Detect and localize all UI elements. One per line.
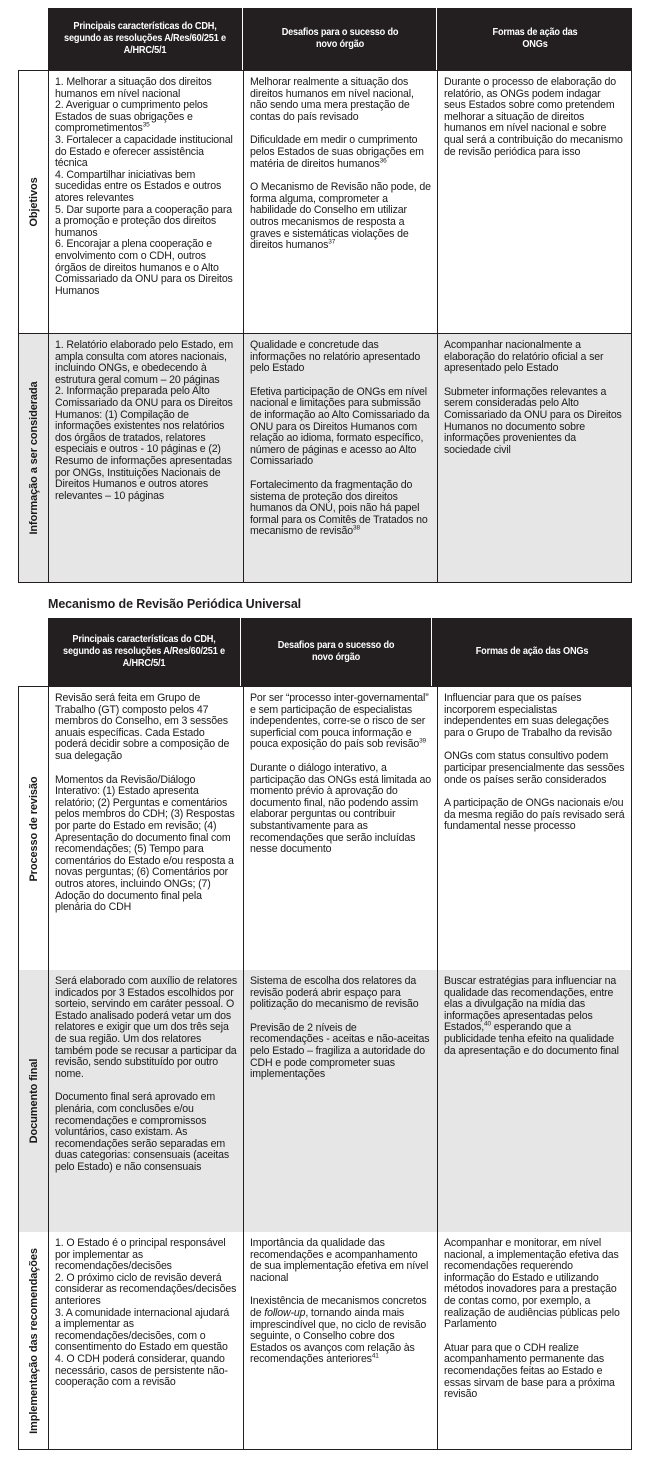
table-objectives: [18, 8, 632, 583]
cell-ngo-actions: Buscar estratégias para influenciar na qualidade das recomendações, entre elas a divulgação na mídia das informações apresentadas pelos Estados,$^{40}$ esperando que a publicidade tenha efeito na qualidade da apresentação e do documento final: [444, 975, 619, 1057]
row-label: Informação a ser considerada: [19, 334, 49, 582]
cell-ngo-actions: Durante o processo de elaboração do relatório, as ONGs podem indagar seus Estados sobre como pretendem melhorar a situação de direitos humanos em nível nacional e sobre qual será a contribuição do mecanismo de revisão periódica para isso: [444, 76, 623, 158]
cell-challenges: Sistema de escolha dos relatores da revisão poderá abrir espaço para politização do mecanismo de revisão Previsão de 2 níveis de recomendações - aceitas e não-aceitas pelo Estado – fragiliza a autoridade do CDH e pode comprometer suas implementações: [244, 970, 438, 1232]
cell-characteristics: 1. Relatório elaborado pelo Estado, em ampla consulta com atores nacionais, incluindo ONGs, e obedecendo à estrutura geral comum – 20 páginas 2. Informação preparada pelo Alto Comissariado da ONU para os Direitos Humanos: (1) Compilação de informações existentes nos relatórios dos órgãos de tratados, relatores especiais e outros - 10 páginas e (2) Resumo de informações apresentadas por ONGs, Instituições Nacionais de Direitos Humanos e outros atores relevantes – 10 páginas: [49, 334, 244, 582]
cell-characteristics: Revisão será feita em Grupo de Trabalho (GT) composto pelos 47 membros do Conselho, em 3 sessões anuais específicas. Cada Estado poderá decidir sobre a composição de sua delegação Momentos da Revisão/Diálogo Interativo: (1) Estado apresenta relatório; (2) Perguntas e comentários pelos membros do CDH; (3) Respostas por parte do Estado em revisão; (4) Apresentação do documento final com recomendações; (5) Tempo para comentários do Estado e/ou resposta a novas perguntas; (6) Comentários por outros atores, incluindo ONGs; (7) Adoção do documento final pela plenária do CDH: [49, 687, 244, 970]
table-row: [18, 70, 632, 333]
cell-characteristics: 1. Melhorar a situação dos direitos humanos em nível nacional 2. Averiguar o cumprimento pelos Estados de suas obrigações e comprometimentos$^{35}$ 3. Fortalecer a capacidade institucional do Estado e oferecer assistência técnica 4. Compartilhar iniciativas bem sucedidas entre os Estados e outros atores relevantes 5. Dar suporte para a cooperação para a promoção e proteção dos direitos humanos 6. Encorajar a plena cooperação e envolvimento com o CDH, outros órgãos de direitos humanos e o Alto Comissariado da ONU para os Direitos Humanos: [49, 71, 244, 333]
row-label: Documento final: [19, 970, 49, 1232]
table-row: [18, 686, 632, 970]
cell-challenges: Por ser “processo inter-governamental” e sem participação de especialistas independentes, corre-se o risco de ser superficial com pouca informação e pouca exposição do país sob revisão$^{39}$ Durante o diálogo interativo, a participação das ONGs está limitada ao momento prévio à aprovação do documento final, não podendo assim elaborar perguntas ou contribuir substantivamente para as recomendações que serão incluídas nesse documento: [244, 687, 438, 970]
cell-challenges: Melhorar realmente a situação dos direitos humanos em nível nacional, não sendo uma mera prestação de contas do país revisado Dificuldade em medir o cumprimento pelos Estados de suas obrigações em matéria de direitos humanos$^{36}$ O Mecanismo de Revisão não pode, de forma alguma, comprometer a habilidade do Conselho em utilizar outros mecanismos de resposta a graves e sistemáticas violações de direitos humanos$^{37}$: [244, 71, 438, 333]
header-col-ngo-actions: Formas de ação das ONGs: [492, 27, 577, 50]
cell-ngo-actions: Acompanhar nacionalmente a elaboração do relatório oficial a ser apresentado pelo Estado Submeter informações relevantes a serem consideradas pelo Alto Comissariado da ONU para os Direitos Humanos no documento sobre informações provenientes da sociedade civil: [444, 339, 622, 456]
table-row: [18, 1232, 632, 1450]
cell-challenges: Qualidade e concretude das informações no relatório apresentado pelo Estado Efetiva participação de ONGs em nível nacional e limitações para submissão de informação ao Alto Comissariado da ONU para os Direitos Humanos com relação ao idioma, formato específico, número de páginas e acesso ao Alto Comissariado Fortalecimento da fragmentação do sistema de proteção dos direitos humanos da ONU, pois não há papel formal para os Comitês de Tratados no mecanismo de revisão$^{38}$: [244, 334, 438, 582]
row-label: Processo de revisão: [19, 687, 49, 970]
table-review-mechanism: [18, 618, 632, 1450]
table-header: [48, 618, 632, 686]
header-col-ngo-actions: Formas de ação das ONGs: [475, 646, 589, 657]
cell-characteristics: 1. O Estado é o principal responsável por implementar as recomendações/decisões 2. O próximo ciclo de revisão deverá considerar as recomendações/decisões anteriores 3. A comunidade internacional ajudará a implementar as recomendações/decisões, com o consentimento do Estado em questão 4. O CDH poderá considerar, quando necessário, casos de persistente não-cooperação com a revisão: [49, 1232, 244, 1449]
row-label: Implementação das recomendações: [19, 1232, 49, 1449]
cell-characteristics: Será elaborado com auxílio de relatores indicados por 3 Estados escolhidos por sorteio, servindo em caráter pessoal. O Estado analisado poderá vetar um dos relatores e exigir que um dos três seja de sua região. Um dos relatores também pode se recusar a participar da revisão, sendo substituído por outro nome. Documento final será aprovado em plenária, com conclusões e/ou recomendações e compromissos voluntários, caso existam. As recomendações serão separadas em duas categorias: consensuais (aceitas pelo Estado) e não consensuais: [49, 970, 244, 1232]
header-col-challenges: Desafios para o sucesso do novo órgão: [277, 640, 395, 663]
header-col-characteristics: Principais características do CDH, segundo as resoluções A/Res/60/251 e A/HRC/5/1: [62, 634, 225, 669]
row-label: Objetivos: [19, 71, 49, 333]
table-row: [18, 970, 632, 1232]
header-col-characteristics: Principais características do CDH, segundo as resoluções A/Res/60/251 e A/HRC/5/1: [64, 21, 226, 56]
cell-ngo-actions: Acompanhar e monitorar, em nível nacional, a implementação efetiva das recomendações requerendo informação do Estado e utilizando métodos inovadores para a prestação de contas como, por exemplo, a realização de audiências públicas pelo Parlamento Atuar para que o CDH realize acompanhamento permanente das recomendações feitas ao Estado e essas sirvam de base para a próxima revisão: [444, 1237, 620, 1401]
section-title: Mecanismo de Revisão Periódica Universal: [48, 597, 302, 611]
header-col-challenges: Desafios para o sucesso do novo órgão: [281, 27, 398, 50]
cell-challenges: Importância da qualidade das recomendações e acompanhamento de sua implementação efetiva em nível nacional Inexistência de mecanismos concretos de follow-up, tornando ainda mais imprescindível que, no ciclo de revisão seguinte, o Conselho cobre dos Estados os avanços com relação às recomendações anteriores$^{41}$: [244, 1232, 438, 1449]
table-header: [48, 8, 632, 70]
cell-ngo-actions: Influenciar para que os países incorporem especialistas independentes em suas delegações para o Grupo de Trabalho da revisão ONGs com status consultivo podem participar presencialmente das sessões onde os países serão considerados A participação de ONGs nacionais e/ou da mesma região do país revisado será fundamental nesse processo: [444, 692, 625, 833]
table-row: [18, 333, 632, 583]
